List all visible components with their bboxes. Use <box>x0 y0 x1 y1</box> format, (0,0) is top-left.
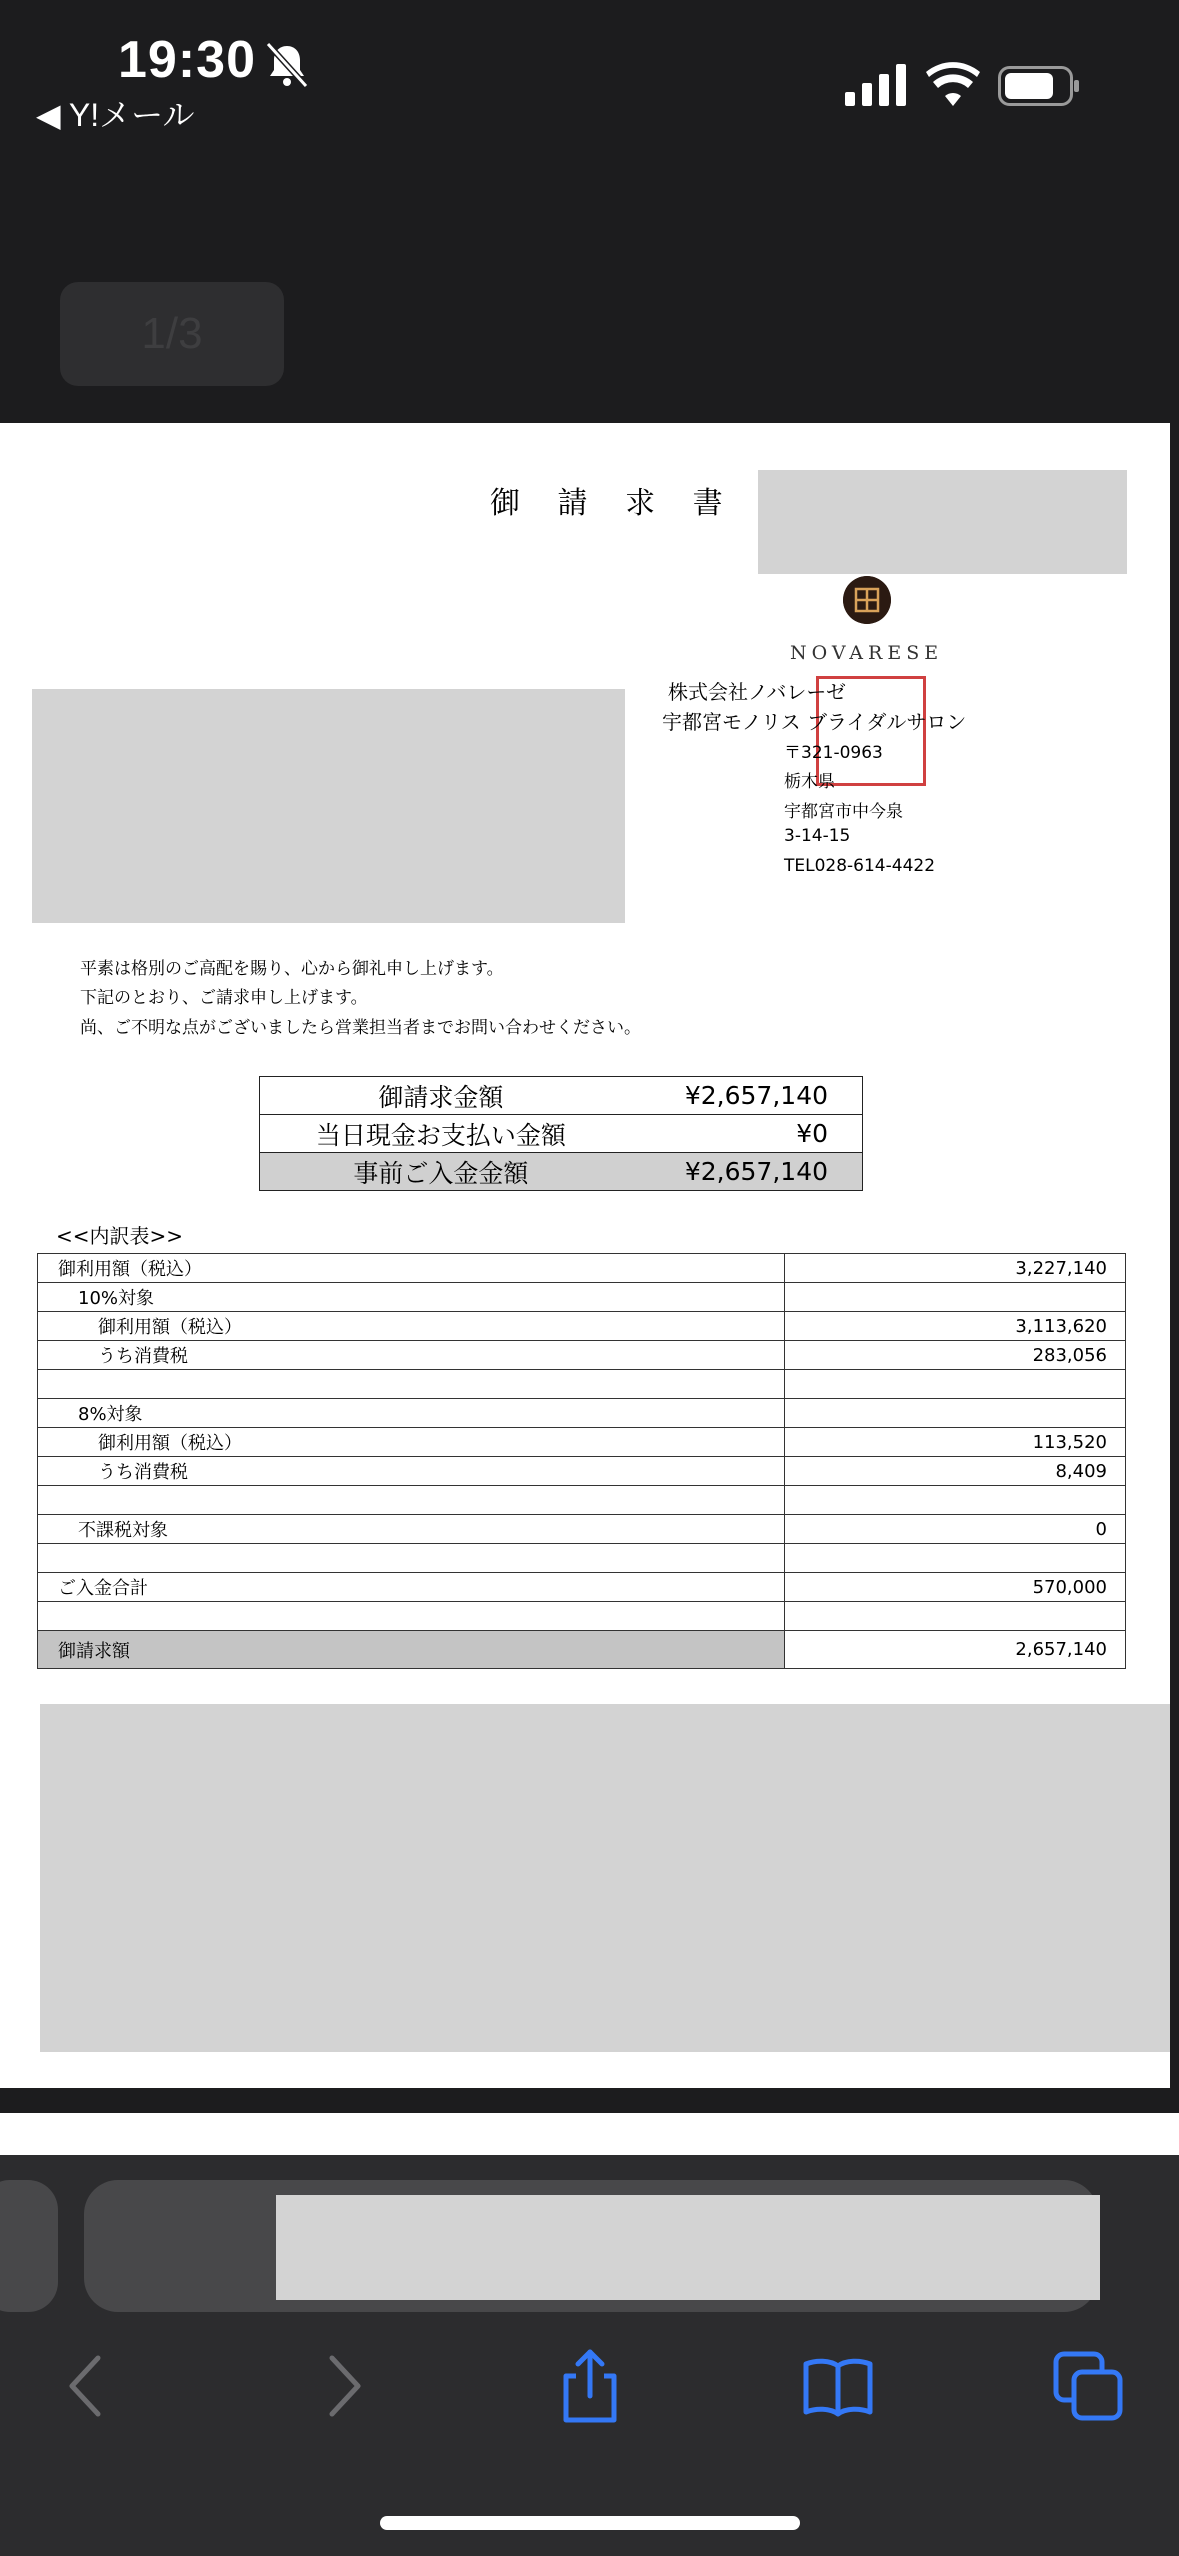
page-indicator: 1/3 <box>60 282 284 386</box>
breakdown-row <box>38 1399 1126 1428</box>
redacted-block-header <box>758 470 1127 574</box>
status-time: 19:30 <box>118 31 256 89</box>
address-postal: 〒321-0963 <box>784 743 883 763</box>
redacted-block-recipient <box>32 689 625 923</box>
summary-table <box>259 1076 863 1191</box>
bell-muted-icon <box>262 40 312 90</box>
company-name: 株式会社ノバレーゼ <box>668 680 846 704</box>
breakdown-label: 不課税対象 <box>38 1515 785 1544</box>
back-icon[interactable] <box>50 2348 126 2424</box>
summary-row <box>260 1077 863 1115</box>
breakdown-value <box>785 1602 1126 1631</box>
redacted-url <box>276 2195 1100 2300</box>
back-to-app-link[interactable]: ◀ Y!メール <box>36 97 195 133</box>
address-number: 3-14-15 <box>784 826 851 846</box>
breakdown-label <box>38 1544 785 1573</box>
breakdown-label <box>38 1602 785 1631</box>
breakdown-value <box>785 1283 1126 1312</box>
breakdown-row <box>38 1573 1126 1602</box>
breakdown-label <box>38 1370 785 1399</box>
forward-icon[interactable] <box>304 2348 380 2424</box>
breakdown-label: 御利用額（税込） <box>38 1312 785 1341</box>
breakdown-value: 2,657,140 <box>785 1631 1126 1669</box>
page-bottom-edge <box>0 2113 1179 2155</box>
breakdown-value: 3,113,620 <box>785 1312 1126 1341</box>
tabs-icon[interactable] <box>1050 2348 1126 2424</box>
breakdown-label: 御請求額 <box>38 1631 785 1669</box>
summary-label: 事前ご入金金額 <box>260 1153 622 1191</box>
summary-label: 御請求金額 <box>260 1077 622 1115</box>
salon-name: 宇都宮モノリス ブライダルサロン <box>662 710 967 734</box>
greeting-line: 下記のとおり、ご請求申し上げます。 <box>80 988 368 1008</box>
breakdown-row <box>38 1254 1126 1283</box>
breakdown-label: 8%対象 <box>38 1399 785 1428</box>
breakdown-value: 570,000 <box>785 1573 1126 1602</box>
breakdown-label <box>38 1486 785 1515</box>
address-tel: TEL028-614-4422 <box>784 856 936 876</box>
summary-row <box>260 1115 863 1153</box>
breakdown-row <box>38 1515 1126 1544</box>
breakdown-value <box>785 1399 1126 1428</box>
redacted-block-notes <box>40 1704 1170 2052</box>
breakdown-row <box>38 1312 1126 1341</box>
breakdown-label: 御利用額（税込） <box>38 1254 785 1283</box>
greeting-line: 尚、ご不明な点がございましたら営業担当者までお問い合わせください。 <box>80 1018 641 1038</box>
breakdown-value: 8,409 <box>785 1457 1126 1486</box>
breakdown-label: 御利用額（税込） <box>38 1428 785 1457</box>
home-indicator[interactable] <box>380 2516 800 2530</box>
breakdown-row <box>38 1602 1126 1631</box>
logo-wordmark: NOVARESE <box>790 642 944 664</box>
breakdown-row <box>38 1486 1126 1515</box>
summary-value: ¥2,657,140 <box>622 1077 863 1115</box>
breakdown-value: 3,227,140 <box>785 1254 1126 1283</box>
breakdown-row <box>38 1428 1126 1457</box>
summary-value: ¥2,657,140 <box>622 1153 863 1191</box>
breakdown-value <box>785 1544 1126 1573</box>
breakdown-row <box>38 1370 1126 1399</box>
novarese-logo-icon <box>843 576 891 624</box>
breakdown-value <box>785 1370 1126 1399</box>
breakdown-row <box>38 1457 1126 1486</box>
bookmarks-icon[interactable] <box>800 2348 876 2424</box>
breakdown-label: 10%対象 <box>38 1283 785 1312</box>
breakdown-value: 0 <box>785 1515 1126 1544</box>
doc-title: 御 請 求 書 <box>490 486 737 521</box>
summary-value: ¥0 <box>622 1115 863 1153</box>
breakdown-value <box>785 1486 1126 1515</box>
breakdown-value: 283,056 <box>785 1341 1126 1370</box>
breakdown-row <box>38 1283 1126 1312</box>
breakdown-label: ご入金合計 <box>38 1573 785 1602</box>
breakdown-row <box>38 1631 1126 1669</box>
breakdown-value: 113,520 <box>785 1428 1126 1457</box>
breakdown-title: <<内訳表>> <box>56 1224 184 1248</box>
address-city: 宇都宮市中今泉 <box>784 802 903 822</box>
breakdown-table <box>37 1253 1126 1669</box>
summary-label: 当日現金お支払い金額 <box>260 1115 622 1153</box>
previous-tab-preview[interactable] <box>0 2180 58 2312</box>
breakdown-label: うち消費税 <box>38 1457 785 1486</box>
summary-row <box>260 1153 863 1191</box>
signal-icon <box>845 64 907 106</box>
wifi-icon <box>926 62 980 106</box>
share-icon[interactable] <box>552 2348 628 2424</box>
breakdown-row <box>38 1341 1126 1370</box>
breakdown-row <box>38 1544 1126 1573</box>
address-prefecture: 栃木県 <box>784 772 835 792</box>
greeting-line: 平素は格別のご高配を賜り、心から御礼申し上げます。 <box>80 959 504 979</box>
breakdown-label: うち消費税 <box>38 1341 785 1370</box>
battery-icon <box>998 66 1080 106</box>
